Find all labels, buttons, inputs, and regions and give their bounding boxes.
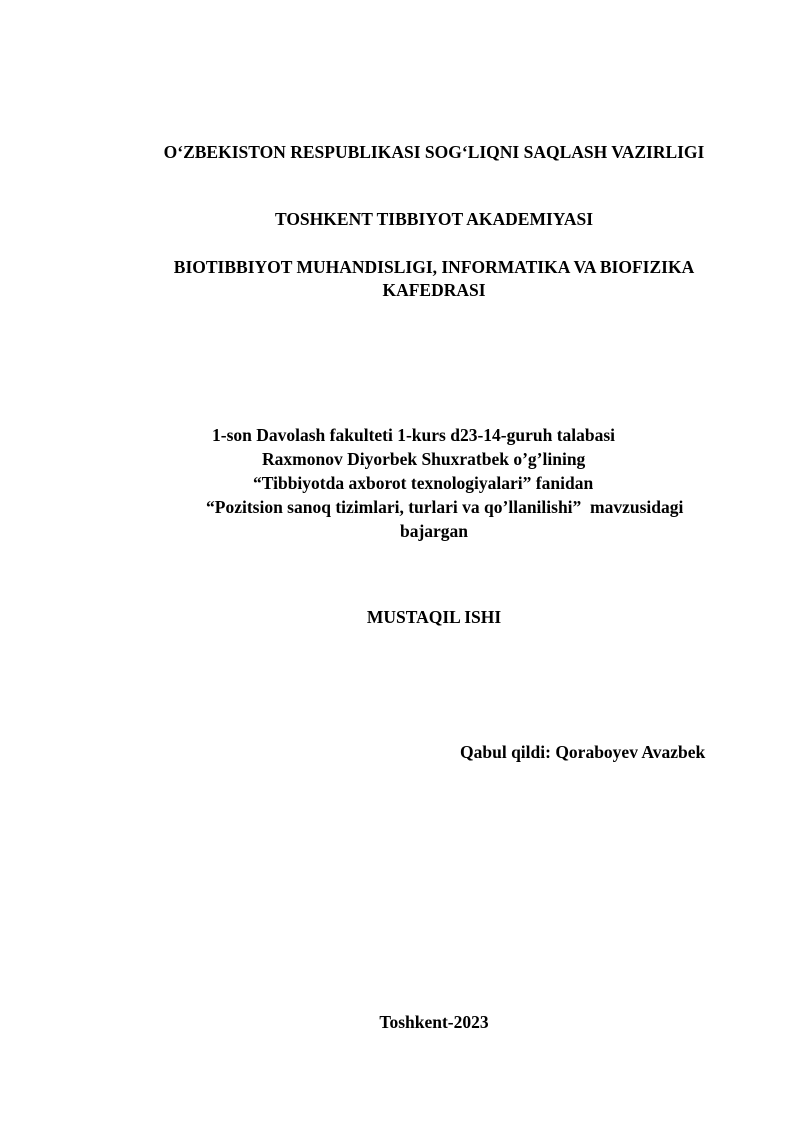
accepted-by: Qabul qildi: Qoraboyev Avazbek — [460, 742, 706, 762]
city-year: Toshkent-2023 — [379, 1012, 489, 1032]
student-line-subject: “Tibbiyotda axborot texnologiyalari” fanidan — [253, 473, 594, 493]
department-heading-line2: KAFEDRASI — [382, 280, 486, 300]
academy-heading: TOSHKENT TIBBIYOT AKADEMIYASI — [274, 209, 594, 229]
work-type-heading: MUSTAQIL ISHI — [366, 607, 502, 627]
department-heading-line1: BIOTIBBIYOT MUHANDISLIGI, INFORMATIKA VA BIOFIZIKA — [173, 257, 695, 277]
student-line-topic: “Pozitsion sanoq tizimlari, turlari va qo’llanilishi” mavzusidagi — [206, 497, 684, 517]
student-line-faculty: 1-son Davolash fakulteti 1-kurs d23-14-guruh talabasi — [212, 425, 616, 445]
student-line-done: bajargan — [399, 521, 469, 541]
ministry-heading: O‘ZBEKISTON RESPUBLIKASI SOG‘LIQNI SAQLASH VAZIRLIGI — [163, 142, 705, 162]
student-line-name: Raxmonov Diyorbek Shuxratbek o’g’lining — [262, 449, 586, 469]
